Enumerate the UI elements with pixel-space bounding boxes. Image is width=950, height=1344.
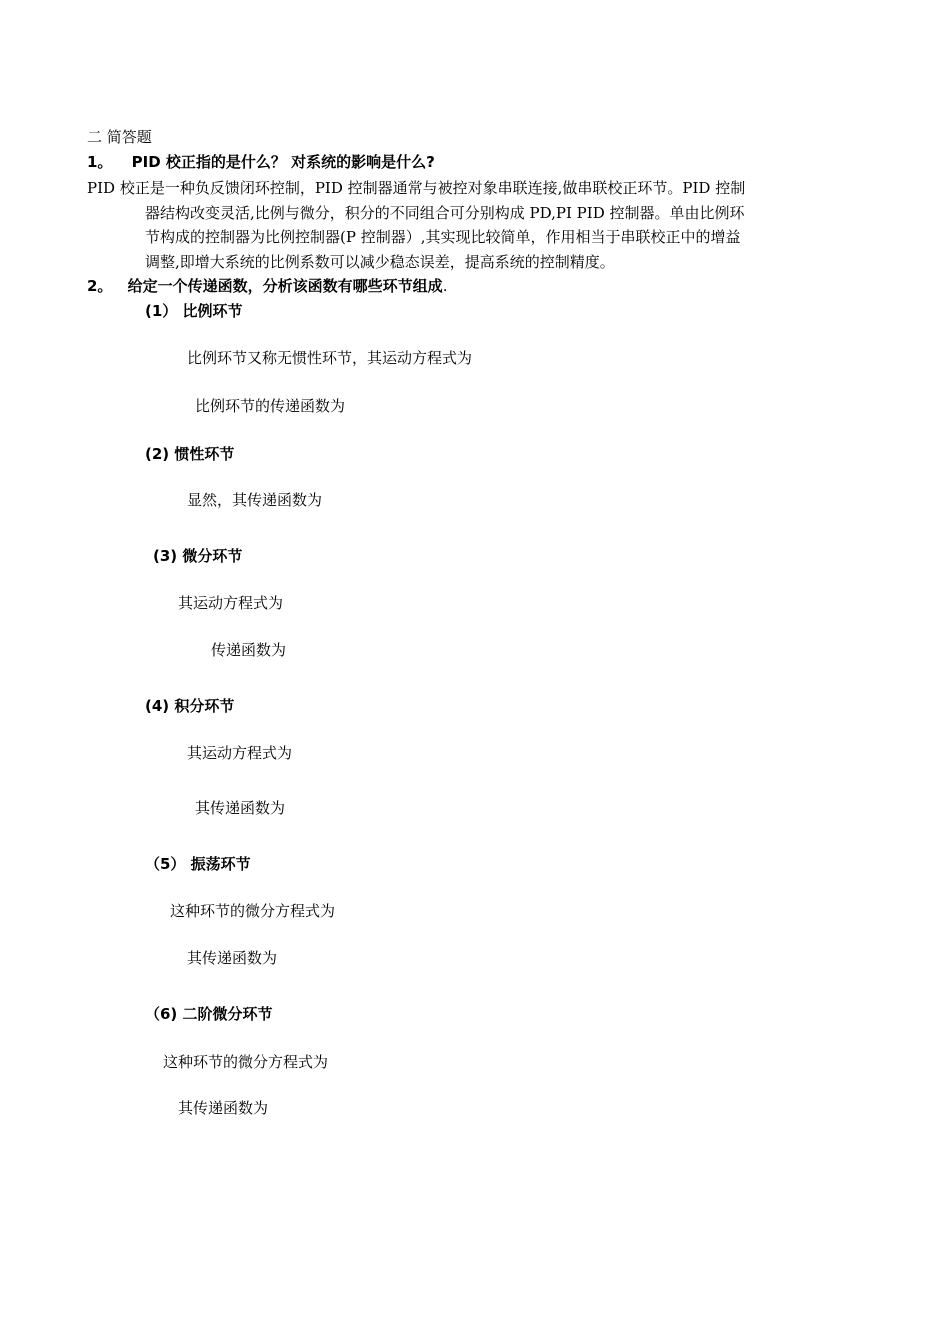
item-heading: (2) 惯性环节 [145,445,235,463]
question-2-number: 2。 [87,277,113,295]
item-heading: (1） 比例环节 [145,302,243,320]
question-1-number: 1。 [87,153,113,171]
question-1-answer [87,176,809,274]
question-2-title: 给定一个传递函数，分析该函数有哪些环节组成 [127,277,443,295]
item-text: 其运动方程式为 [178,594,284,612]
item-text: 比例环节又称无惯性环节，其运动方程式为 [187,349,473,367]
section-heading: 二 简答题 [87,128,152,146]
item-text: 显然，其传递函数为 [187,491,323,509]
question-2-heading [87,276,447,296]
answer-line: PID 校正是一种负反馈闭环控制，PID 控制器通常与被控对象串联连接,做串联校正环节。PID 控制 [87,179,746,197]
answer-line: 节构成的控制器为比例控制器(P 控制器）,其实现比较简单，作用相当于串联校正中的增益 [145,228,741,246]
question-1-heading [87,152,435,172]
item-text: 其传递函数为 [178,1099,269,1117]
item-heading: （6) 二阶微分环节 [145,1005,273,1023]
answer-line: 器结构改变灵活,比例与微分，积分的不同组合可分别构成 PD,PI PID 控制器。单由比例环 [145,203,745,222]
item-heading: （5） 振荡环节 [145,855,251,873]
item-text: 这种环节的微分方程式为 [163,1053,329,1071]
item-text: 这种环节的微分方程式为 [170,902,336,920]
item-heading: (4) 积分环节 [145,697,235,715]
question-2-title-end: . [442,277,448,295]
item-text: 比例环节的传递函数为 [195,397,346,415]
item-text: 其运动方程式为 [187,744,293,762]
item-text: 其传递函数为 [187,949,278,967]
question-1-title: PID 校正指的是什么？ 对系统的影响是什么? [131,153,435,171]
item-heading: (3) 微分环节 [153,547,243,565]
item-text: 其传递函数为 [195,799,286,817]
answer-line: 调整,即增大系统的比例系数可以减少稳态误差，提高系统的控制精度。 [145,252,615,271]
item-text: 传递函数为 [211,641,287,659]
